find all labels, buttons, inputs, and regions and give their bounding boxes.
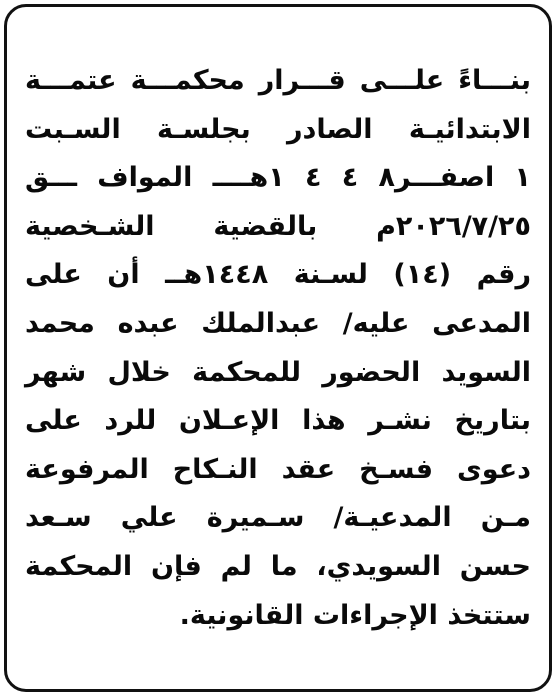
notice-line-9: دعوى فسـخ عقد النـكاح المرفوعة xyxy=(25,453,531,485)
notice-line-8: بتاريخ نشـر هذا الإعـلان للرد على xyxy=(25,405,531,437)
notice-line-10: مـن المدعيـة/ سـميرة علي سـعد xyxy=(25,502,531,534)
notice-line-3: ١ اصفـــر٨ ٤ ٤ ١هــــ المواف ـــق xyxy=(25,162,531,194)
notice-line-12: ستتخذ الإجراءات القانونية. xyxy=(179,599,531,631)
notice-line-6: المدعى عليه/ عبدالملك عبده محمد xyxy=(25,307,531,339)
notice-line-2: الابتدائيـة الصادر بجلسـة السـبت xyxy=(25,113,531,145)
notice-line-1: بنـــاءً علـــى قـــرار محكمـــة عتمـــة xyxy=(25,65,531,96)
notice-body xyxy=(25,57,531,640)
notice-frame xyxy=(4,4,552,692)
notice-line-7: السويد الحضور للمحكمة خلال شهر xyxy=(25,356,531,388)
notice-line-11: حسن السويدي، ما لم فإن المحكمة xyxy=(25,550,531,582)
notice-line-4: ٢٠٢٦/٧/٢٥م بالقضية الشـخصية xyxy=(25,210,531,242)
notice-line-5: رقم (١٤) لسـنة ١٤٤٨هــ أن على xyxy=(25,259,531,291)
